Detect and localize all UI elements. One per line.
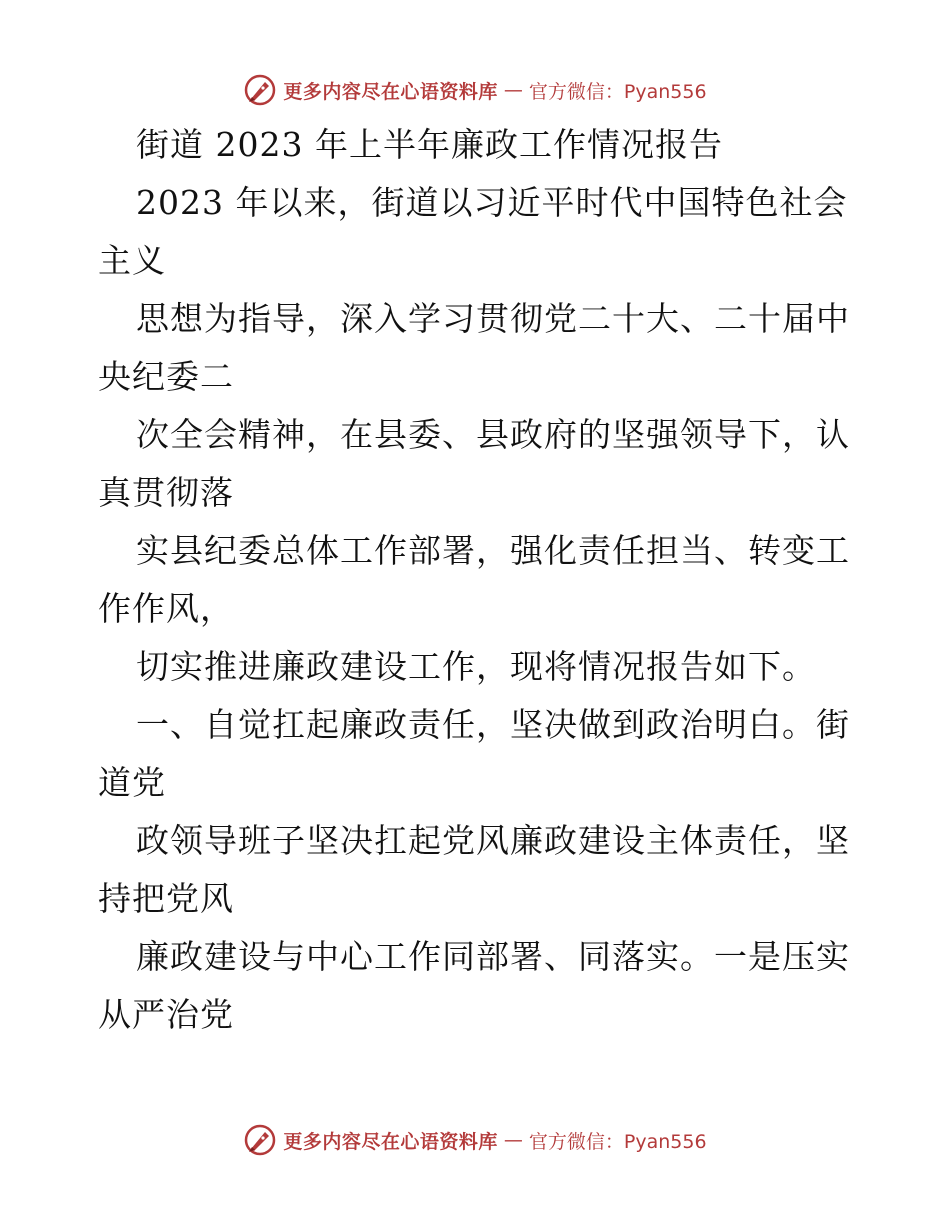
footer-watermark: [0, 1120, 950, 1160]
watermark-wechat: 官方微信：Pyan556: [528, 1130, 707, 1153]
paragraph-line: 从严治党: [98, 995, 234, 1034]
fountain-pen-logo-icon: [243, 1123, 277, 1157]
document-title: 街道 2023 年上半年廉政工作情况报告: [136, 125, 723, 164]
watermark-wechat: 官方微信：Pyan556: [528, 80, 707, 103]
paragraph-line: 切实推进廉政建设工作，现将情况报告如下。: [136, 647, 816, 686]
watermark-text: 更多内容尽在心语资料库: [283, 80, 498, 103]
paragraph-line: 实县纪委总体工作部署，强化责任担当、转变工: [136, 531, 850, 570]
paragraph-line: 政领导班子坚决扛起党风廉政建设主体责任，坚: [136, 821, 850, 860]
paragraph-line: 廉政建设与中心工作同部署、同落实。一是压实: [136, 937, 850, 976]
paragraph-line: 央纪委二: [98, 357, 234, 396]
paragraph-line: 次全会精神，在县委、县政府的坚强领导下，认: [136, 415, 850, 454]
paragraph-line: 真贯彻落: [98, 473, 234, 512]
section-heading-line: 一、自觉扛起廉政责任，坚决做到政治明白。街: [136, 705, 850, 744]
header-watermark: [0, 70, 950, 110]
paragraph-line: 2023 年以来，街道以习近平时代中国特色社会: [136, 183, 848, 222]
paragraph-line: 道党: [98, 763, 166, 802]
paragraph-line: 思想为指导，深入学习贯彻党二十大、二十届中: [136, 299, 850, 338]
document-body: [98, 116, 858, 1044]
paragraph-line: 主义: [98, 241, 166, 280]
watermark-text: 更多内容尽在心语资料库: [283, 1130, 498, 1153]
paragraph-line: 作作风，: [98, 589, 234, 628]
fountain-pen-logo-icon: [243, 73, 277, 107]
paragraph-line: 持把党风: [98, 879, 234, 918]
watermark-separator: —: [503, 79, 523, 101]
watermark-separator: —: [503, 1129, 523, 1151]
